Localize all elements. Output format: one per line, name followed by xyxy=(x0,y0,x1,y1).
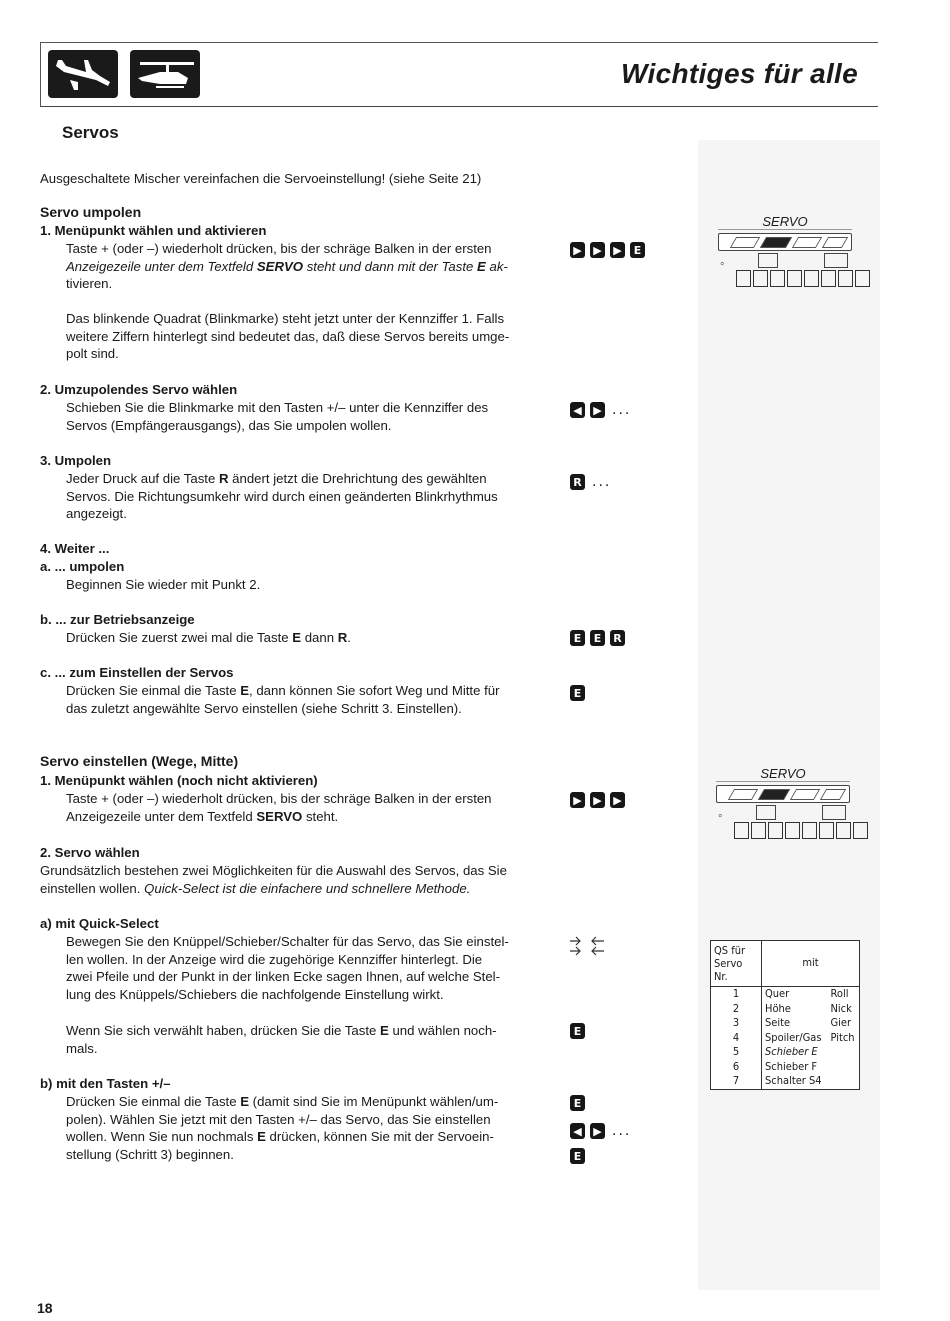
key-plus-icon: ▶ xyxy=(610,792,625,808)
key-sequence-5 xyxy=(570,685,585,701)
key-plus-icon: ▶ xyxy=(570,792,585,808)
lcd-bar-row xyxy=(718,233,852,251)
key-e-icon: E xyxy=(590,630,605,646)
continuation-dots: ... xyxy=(612,1122,632,1139)
key-plus-icon: ▶ xyxy=(590,1123,605,1139)
key-plus-icon: ▶ xyxy=(590,402,605,418)
quickselect-table xyxy=(710,940,860,1090)
helicopter-icon xyxy=(130,50,200,98)
umpolen-step4c-text: Drücken Sie einmal die Taste E, dann können Sie sofort Weg und Mitte für das zuletzt angewählte Servo einstellen (siehe Schritt 3. Einstellen). xyxy=(66,683,500,716)
lcd-display-2: SERVO ° xyxy=(716,766,850,839)
table-cell-servo-number: 7 xyxy=(711,1074,762,1089)
table-cell-control: Schieber F xyxy=(765,1059,818,1073)
lcd-bar-row xyxy=(716,785,850,803)
umpolen-step1-para2: Das blinkende Quadrat (Blinkmarke) steht jetzt unter der Kennziffer 1. Falls weitere Ziffern hinterlegt sind bedeutet das, daß diese Servos bereits umge- polt sind. xyxy=(66,311,510,361)
umpolen-step2-text: Schieben Sie die Blinkmarke mit den Tasten +/– unter die Kennziffer des Servos (Empfängerausgangs), das Sie umpolen wollen. xyxy=(66,400,489,433)
table-cell-servo-number: 1 xyxy=(711,987,762,1002)
table-row xyxy=(711,987,859,1002)
umpolen-step1-title: 1. Menüpunkt wählen und aktivieren xyxy=(40,223,267,238)
key-sequence-9 xyxy=(570,1122,631,1140)
key-minus-icon: ◀ xyxy=(570,402,585,418)
einstellen-heading: Servo einstellen (Wege, Mitte) xyxy=(40,753,239,769)
umpolen-step2-title: 2. Umzupolendes Servo wählen xyxy=(40,382,238,397)
continuation-dots: ... xyxy=(612,401,632,418)
table-cell-control: Spoiler/Gas xyxy=(765,1030,822,1044)
table-cell-servo-number: 5 xyxy=(711,1045,762,1060)
table-row xyxy=(711,1074,859,1089)
lcd-digit-row xyxy=(736,270,870,287)
umpolen-step4a-text: Beginnen Sie wieder mit Punkt 2. xyxy=(66,577,261,592)
table-cell-heli-control: Gier xyxy=(830,1016,852,1029)
tasten-text: Drücken Sie einmal die Taste E (damit sind Sie im Menüpunkt wählen/um- polen). Wählen Sie jetzt mit den Tasten +/– das Servo, das Sie einstellen wollen. Wenn Sie nun nochmals E drücken, können Sie mit der Servoein- stellung (Schritt 3) beginnen. xyxy=(66,1094,499,1162)
umpolen-step4-title: 4. Weiter ... xyxy=(40,541,110,556)
einstellen-step1-text: Taste + (oder –) wiederholt drücken, bis der schräge Balken in der ersten Anzeigezeile unter dem Textfeld SERVO steht. xyxy=(66,791,492,824)
key-e-icon: E xyxy=(570,1148,585,1164)
einstellen-step2-title: 2. Servo wählen xyxy=(40,845,140,860)
key-sequence-1 xyxy=(570,242,645,258)
key-sequence-6 xyxy=(570,792,625,808)
key-e-icon: E xyxy=(570,685,585,701)
key-plus-icon: ▶ xyxy=(590,242,605,258)
key-sequence-2 xyxy=(570,401,631,419)
table-header-servo: QS für Servo Nr. xyxy=(711,941,762,987)
table-cell-servo-number: 4 xyxy=(711,1031,762,1046)
table-cell-control: Schieber E xyxy=(765,1045,818,1058)
lcd-display-1: SERVO ° xyxy=(718,214,852,287)
umpolen-step4b-text: Drücken Sie zuerst zwei mal die Taste E dann R. xyxy=(66,630,351,645)
key-sequence-3 xyxy=(570,473,611,491)
key-plus-icon: ▶ xyxy=(610,242,625,258)
key-e-icon: E xyxy=(570,630,585,646)
key-sequence-10 xyxy=(570,1148,585,1164)
table-cell-servo-number: 6 xyxy=(711,1060,762,1075)
quickselect-text2: Wenn Sie sich verwählt haben, drücken Sie die Taste E und wählen noch- mals. xyxy=(66,1023,497,1056)
lcd-label: SERVO xyxy=(716,766,850,782)
einstellen-step2-text: Grundsätzlich bestehen zwei Möglichkeiten für die Auswahl des Servos, das Sie einstellen wollen. Quick-Select ist die einfachere und schnellere Methode. xyxy=(40,863,507,896)
key-e-icon: E xyxy=(570,1095,585,1111)
table-cell-heli-control: Pitch xyxy=(830,1030,855,1044)
table-row xyxy=(711,1031,859,1046)
key-sequence-7 xyxy=(570,1023,585,1039)
table-cell-servo-number: 2 xyxy=(711,1002,762,1017)
tasten-title: b) mit den Tasten +/– xyxy=(40,1076,171,1091)
umpolen-heading: Servo umpolen xyxy=(40,204,142,220)
key-e-icon: E xyxy=(630,242,645,258)
umpolen-step4b-title: b. ... zur Betriebsanzeige xyxy=(40,612,195,627)
key-plus-icon: ▶ xyxy=(570,242,585,258)
table-cell-heli-control xyxy=(828,1045,859,1060)
einstellen-step1-title: 1. Menüpunkt wählen (noch nicht aktivieren) xyxy=(40,773,318,788)
umpolen-step3-text: Jeder Druck auf die Taste R ändert jetzt die Drehrichtung des gewählten Servos. Die Richtungsumkehr wird durch einen geänderten Blinkrhythmus angezeigt. xyxy=(66,471,498,521)
table-cell-control: Schalter S4 xyxy=(765,1074,822,1087)
key-e-icon: E xyxy=(570,1023,585,1039)
table-row xyxy=(711,1045,859,1060)
sidebar-column xyxy=(698,140,880,1290)
page-number: 18 xyxy=(37,1300,53,1316)
table-cell-control: Quer xyxy=(765,987,790,1000)
umpolen-step1-text: Taste + (oder –) wiederholt drücken, bis der schräge Balken in der ersten Anzeigezeile unter dem Textfeld SERVO steht und dann mit der Taste E ak- tivieren. xyxy=(66,241,508,291)
umpolen-step4c-title: c. ... zum Einstellen der Servos xyxy=(40,665,234,680)
continuation-dots: ... xyxy=(592,473,612,490)
table-cell-heli-control: Nick xyxy=(830,1001,852,1015)
table-cell-heli-control xyxy=(828,1060,859,1075)
quickselect-text: Bewegen Sie den Knüppel/Schieber/Schalter für das Servo, das Sie einstel- len wollen. In der Anzeige wird die zugehörige Kennziffer hinterlegt. Die zwei Pfeile und der Punkt in der linken Ecke sagen Ihnen, auf welche Stel- lung des Knüppels/Schiebers die nachfolgende Einstellung wirkt. xyxy=(66,934,509,1002)
key-plus-icon: ▶ xyxy=(590,792,605,808)
table-cell-control: Seite xyxy=(765,1016,791,1029)
table-header-mit: mit xyxy=(802,956,819,970)
section-title: Servos xyxy=(62,123,119,142)
page-title: Wichtiges für alle xyxy=(621,58,858,89)
key-sequence-8 xyxy=(570,1095,585,1111)
table-cell-heli-control xyxy=(828,1074,859,1089)
airplane-icon xyxy=(48,50,118,98)
key-sequence-4 xyxy=(570,630,625,646)
table-row xyxy=(711,1002,859,1017)
key-r-icon: R xyxy=(610,630,625,646)
table-cell-heli-control: Roll xyxy=(830,987,849,1000)
key-minus-icon: ◀ xyxy=(570,1123,585,1139)
table-row xyxy=(711,1016,859,1031)
umpolen-step3-title: 3. Umpolen xyxy=(40,453,112,468)
table-cell-control: Höhe xyxy=(765,1001,791,1015)
table-cell-servo-number: 3 xyxy=(711,1016,762,1031)
key-r-icon: R xyxy=(570,474,585,490)
stick-arrows-icon xyxy=(568,935,606,962)
umpolen-step4a-title: a. ... umpolen xyxy=(40,559,125,574)
intro-text: Ausgeschaltete Mischer vereinfachen die Servoeinstellung! (siehe Seite 21) xyxy=(40,171,482,186)
lcd-digit-row xyxy=(734,822,868,839)
lcd-label: SERVO xyxy=(718,214,852,230)
quickselect-title: a) mit Quick-Select xyxy=(40,916,159,931)
table-row xyxy=(711,1060,859,1075)
